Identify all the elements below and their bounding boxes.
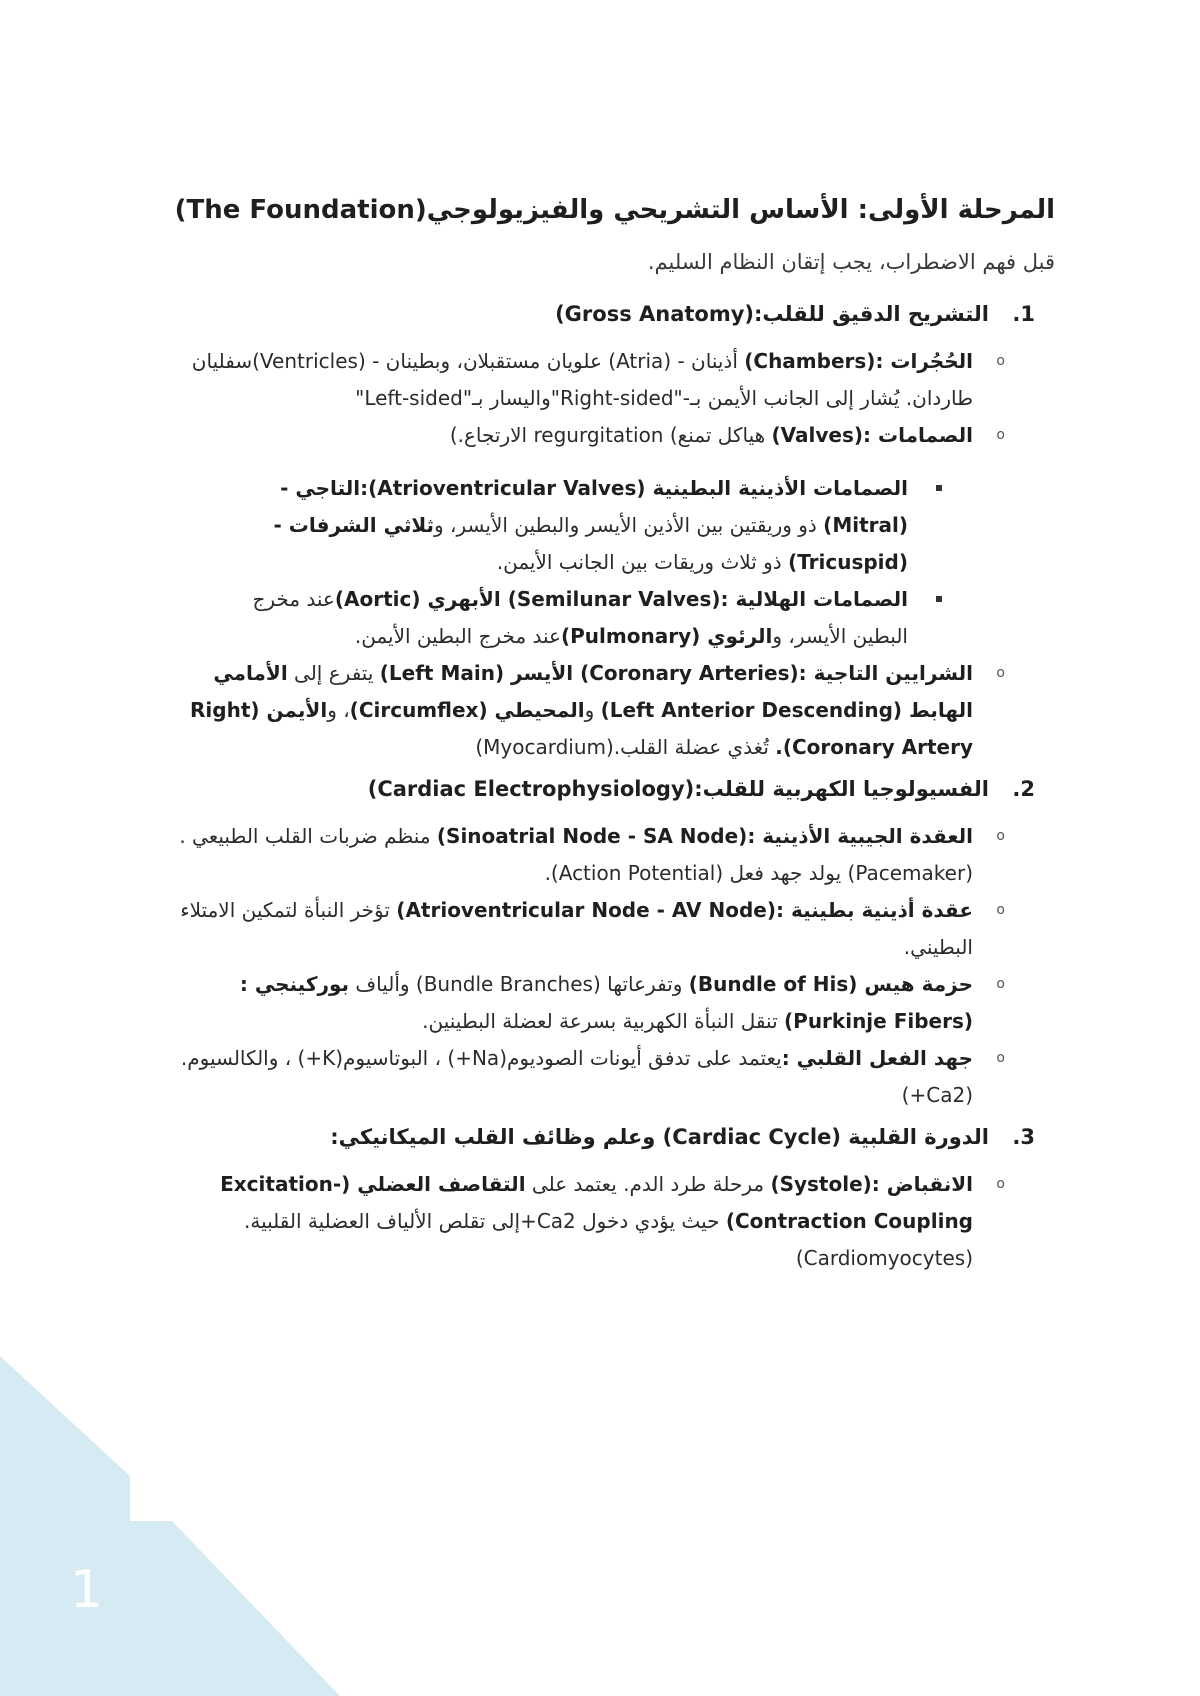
list-item [150, 966, 973, 1040]
item-text: يتفرع إلى [287, 661, 380, 685]
corner-decoration [0, 1356, 380, 1696]
list-item [150, 655, 973, 766]
term: بوركينجي :(Purkinje Fibers) [239, 972, 973, 1033]
item-text: ، و [327, 698, 350, 722]
list-item [150, 343, 973, 417]
item-text: تُغذي عضلة القلب.(Myocardium) [475, 735, 776, 759]
section-title: الفسيولوجيا الكهربية للقلب:(Cardiac Electrophysiology) [367, 777, 989, 801]
item-text: عند مخرج البطين الأيسر، و [252, 587, 908, 648]
document-title: المرحلة الأولى: الأساس التشريحي والفيزيولوجي(The Foundation) [174, 195, 1055, 225]
section-number: 2. [1012, 777, 1035, 801]
list-item [150, 1040, 973, 1114]
section-number: 1. [1012, 302, 1035, 326]
item-text: ذو وريقتين بين الأذين الأيسر والبطين الأيسر، و [434, 513, 824, 537]
item-text: هياكل تمنع) regurgitation الارتجاع.) [449, 423, 772, 447]
term: حزمة هيس (Bundle of His) [688, 972, 973, 996]
term: عقدة أذينية بطينية :(Atrioventricular Node - AV Node) [396, 898, 973, 922]
list-item [220, 470, 908, 581]
sub-bullet-list [150, 470, 973, 655]
term: الصمامات الهلالية :(Semilunar Valves) [507, 587, 908, 611]
item-text: ذو ثلاث وريقات بين الجانب الأيمن. [496, 550, 789, 574]
term: ثلاثي الشرفات - (Tricuspid) [273, 513, 908, 574]
term: جهد الفعل القلبي : [781, 1046, 973, 1070]
section-heading [150, 774, 1035, 804]
item-text: عند مخرج البطين الأيمن. [354, 624, 561, 648]
item-text: وتفرعاتها (Bundle Branches) وألياف [349, 972, 689, 996]
term: الحُجُرات :(Chambers) [744, 349, 973, 373]
term: الشرايين التاجية :(Coronary Arteries) [580, 661, 973, 685]
term: الأبهري (Aortic) [334, 587, 508, 611]
term: الصمامات :(Valves) [771, 423, 973, 447]
term: الانقباض :(Systole) [770, 1172, 973, 1196]
page-number: 1 [70, 1560, 104, 1620]
item-text: منظم ضربات القلب الطبيعي .(Pacemaker) يولد جهد فعل (Action Potential). [179, 824, 973, 885]
item-text: مرحلة طرد الدم. يعتمد على [525, 1172, 771, 1196]
term: الأيمن (Right Coronary Artery). [190, 698, 973, 759]
term: الصمامات الأذينية البطينية (Atrioventricular Valves): [360, 476, 908, 500]
list-item [150, 892, 973, 966]
term: الرئوي (Pulmonary) [561, 624, 773, 648]
document-body [150, 195, 1055, 1285]
item-text: تؤخر النبأة لتمكين الامتلاء البطيني. [180, 898, 973, 959]
item-text: و [584, 698, 601, 722]
term: العقدة الجيبية الأذينية :(Sinoatrial Node - SA Node) [436, 824, 973, 848]
list-item [150, 1166, 973, 1277]
section-title: التشريح الدقيق للقلب:(Gross Anatomy) [555, 302, 989, 326]
term: التاجي - (Mitral) [280, 476, 908, 537]
list-item [150, 818, 973, 892]
intro-paragraph: قبل فهم الاضطراب، يجب إتقان النظام السليم. [647, 250, 1055, 274]
bullet-list [150, 818, 1055, 1114]
term: التقاصف العضلي (Excitation-Contraction Coupling) [220, 1172, 973, 1233]
list-item [150, 417, 973, 655]
section-heading [150, 299, 1035, 329]
term: الأيسر (Left Main) [379, 661, 581, 685]
item-text: تنقل النبأة الكهربية بسرعة لعضلة البطينين. [422, 1009, 785, 1033]
bullet-list [150, 343, 1055, 766]
term: المحيطي (Circumflex) [349, 698, 585, 722]
list-item [220, 581, 908, 655]
term: الأمامي الهابط (Left Anterior Descending) [213, 661, 973, 722]
section-heading [150, 1122, 1035, 1152]
item-text: حيث يؤدي دخول Ca2+إلى تقلص الألياف العضلية القلبية.(Cardiomyocytes) [244, 1209, 973, 1270]
section-title: الدورة القلبية (Cardiac Cycle) وعلم وظائف القلب الميكانيكي: [330, 1125, 989, 1149]
bullet-list [150, 1166, 1055, 1277]
section-number: 3. [1012, 1125, 1035, 1149]
item-text: يعتمد على تدفق أيونات الصوديوم(Na+) ، البوتاسيوم(K+) ، والكالسيوم.(Ca2+) [180, 1046, 973, 1107]
item-text: أذينان - (Atria) علويان مستقبلان، وبطينان - (Ventricles)سفليان طاردان. يُشار إلى الجانب الأيمن بـ-"Right-sided"واليسار بـ"Left-sided" [191, 349, 973, 410]
